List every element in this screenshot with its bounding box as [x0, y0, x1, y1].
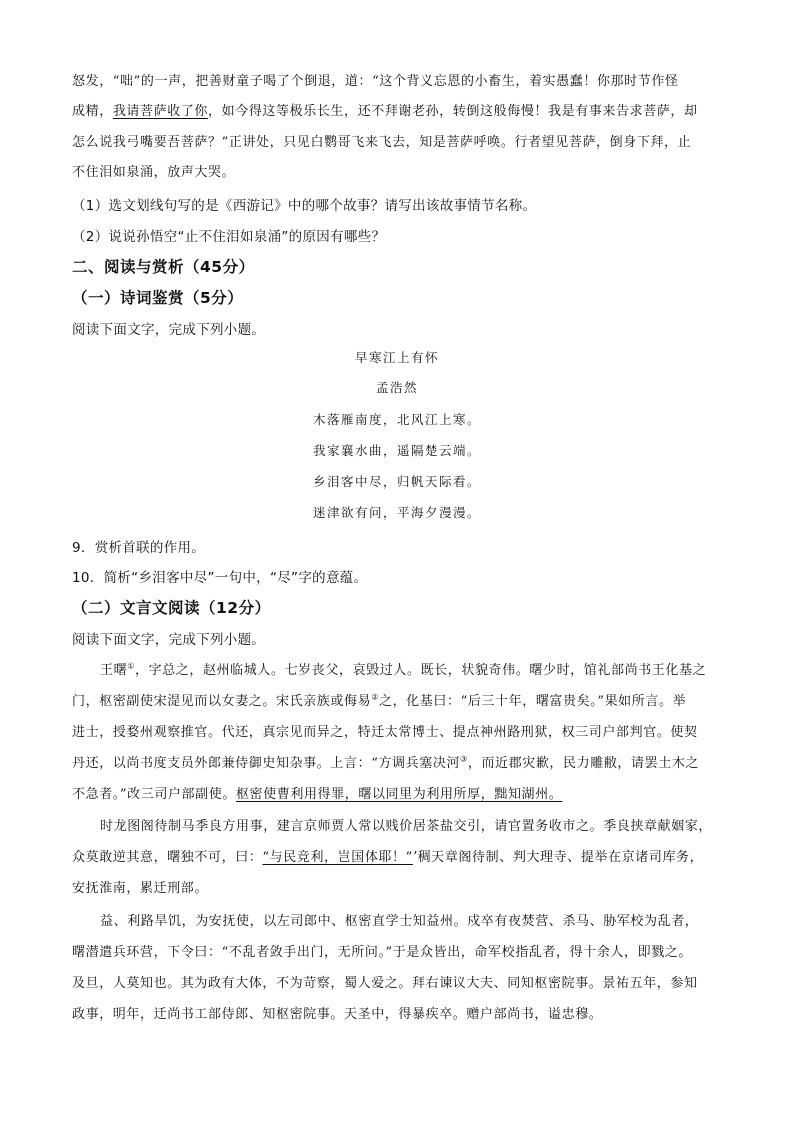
question-10: 10．简析“乡泪客中尽”一句中，“尽”字的意蕴。: [72, 570, 368, 586]
underlined-sentence: 我请菩萨收了你: [112, 104, 209, 119]
classical-p1-line-5: [72, 783, 722, 802]
passage-text: ，如今得这等极乐长生，还不拜谢老孙，转倒这般侮慢！我是有事来告求菩萨，却: [208, 104, 698, 119]
question-1: （1）选文划线句写的是《西游记》中的哪个故事？请写出该故事情节名称。: [72, 198, 537, 214]
classical-p2-line-3: 安抚淮南，累迁刑部。: [72, 881, 209, 896]
passage-line-2: [72, 100, 722, 119]
classical-p3-line-4: 政事，明年，迁尚书工部侍郎、知枢密院事。天圣中，得暴疾卒。赠户部尚书，谥忠穆。: [72, 1007, 603, 1022]
classical-text: 众莫敢逆其意，曙独不可，曰：: [72, 850, 263, 865]
question-9: 9．赏析首联的作用。: [72, 540, 206, 556]
underlined-sentence: 枢密使曹利用得罪，曙以同里为利用所厚，黜知湖州。: [235, 787, 563, 802]
classical-text: 丹还，以尚书度支员外郎兼侍御史知杂事。上言：“方调兵塞决河: [72, 756, 461, 771]
classical-p1-line-4: [72, 752, 722, 771]
poem-author: 孟浩然: [375, 380, 418, 395]
instruction-2: 阅读下面文字，完成下列小题。: [72, 632, 266, 648]
classical-text: ʼ稠天章阁待制、判大理寺、提举在京诸司库务，: [412, 850, 704, 865]
footnote-mark: ①: [127, 661, 135, 671]
section-2-title: 二、阅读与赏析（45分）: [72, 258, 255, 276]
poem-line-1: 木落雁南度，北风江上寒。: [312, 412, 481, 427]
classical-p3-line-1: 益、利路旱饥，为安抚使，以左司郎中、枢密直学士知益州。戍卒有夜焚营、杀马、胁军校为乱者，: [100, 914, 699, 929]
classical-text: 之，化基曰：“后三十年，曙富贵矣。”果如所言。举: [378, 694, 687, 709]
passage-line-1: 怒发，“咄”的一声，把善财童子喝了个倒退，道：“这个背义忘恩的小畜生，着实愚蠢！你那时节作怪: [72, 74, 679, 89]
classical-p1-line-2: [72, 690, 722, 709]
classical-p2-line-2: [72, 846, 722, 865]
passage-line-3: 怎么说我弓嘴要吾菩萨？”正讲处，只见白鹦哥飞来飞去，知是菩萨呼唤。行者望见菩萨，倒身下拜，止: [72, 135, 692, 150]
classical-p3-line-3: 及旦，人莫知也。其为政有大体，不为苛察，蜀人爱之。拜右谏议大夫、同知枢密院事。景祐五年，参知: [72, 976, 698, 991]
footnote-mark: ③: [460, 754, 468, 764]
poem-line-3: 乡泪客中尽，归帆天际看。: [312, 474, 481, 489]
classical-p3-line-2: 曙潜遣兵环营，下令曰：“不乱者敛手出门，无所问。”于是众皆出，命军校指乱者，得十余人，即戮之。: [72, 945, 692, 960]
underlined-sentence: “与民竞利，岂国体耶！”: [262, 850, 413, 865]
classical-p1-line-3: 进士，授婺州观察推官。代还，真宗见而异之，特迁太常博士、提点神州路刑狱，权三司户部判官。使契: [72, 725, 698, 740]
classical-text: 王曙: [100, 663, 128, 678]
question-2: （2）说说孙悟空“止不住泪如泉涌”的原因有哪些？: [72, 229, 386, 245]
poem-title: 早寒江上有怀: [354, 350, 439, 365]
classical-text: ，而近郡灾歉，民力雕敝，请罢土木之: [467, 756, 700, 771]
part-1-title: （一）诗词鉴赏（5分）: [72, 289, 244, 307]
classical-text: 门，枢密副使宋湜见而以女妻之。宋氏亲族或侮易: [72, 694, 372, 709]
classical-text: ，字总之，赵州临城人。七岁丧父，哀毁过人。既长，状貌奇伟。曙少时，馆礼部尚书王化基之: [134, 663, 707, 678]
footnote-mark: ②: [371, 692, 379, 702]
passage-text: 成精，: [72, 104, 113, 119]
classical-p1-line-1: [100, 659, 722, 678]
passage-line-4: 不住泪如泉涌，放声大哭。: [72, 165, 236, 180]
part-2-title: （二）文言文阅读（12分）: [72, 599, 271, 617]
classical-p2-line-1: 时龙图阁待制马季良方用事，建言京师贾人常以贱价居茶盐交引，请官置务收市之。季良挟章献姻家，: [100, 819, 713, 834]
poem-line-4: 迷津欲有问，平海夕漫漫。: [312, 505, 481, 520]
instruction-1: 阅读下面文字，完成下列小题。: [72, 322, 266, 338]
poem-line-2: 我家襄水曲，遥隔楚云端。: [312, 443, 481, 458]
classical-text: 不急者。”改三司户部副使。: [72, 787, 236, 802]
